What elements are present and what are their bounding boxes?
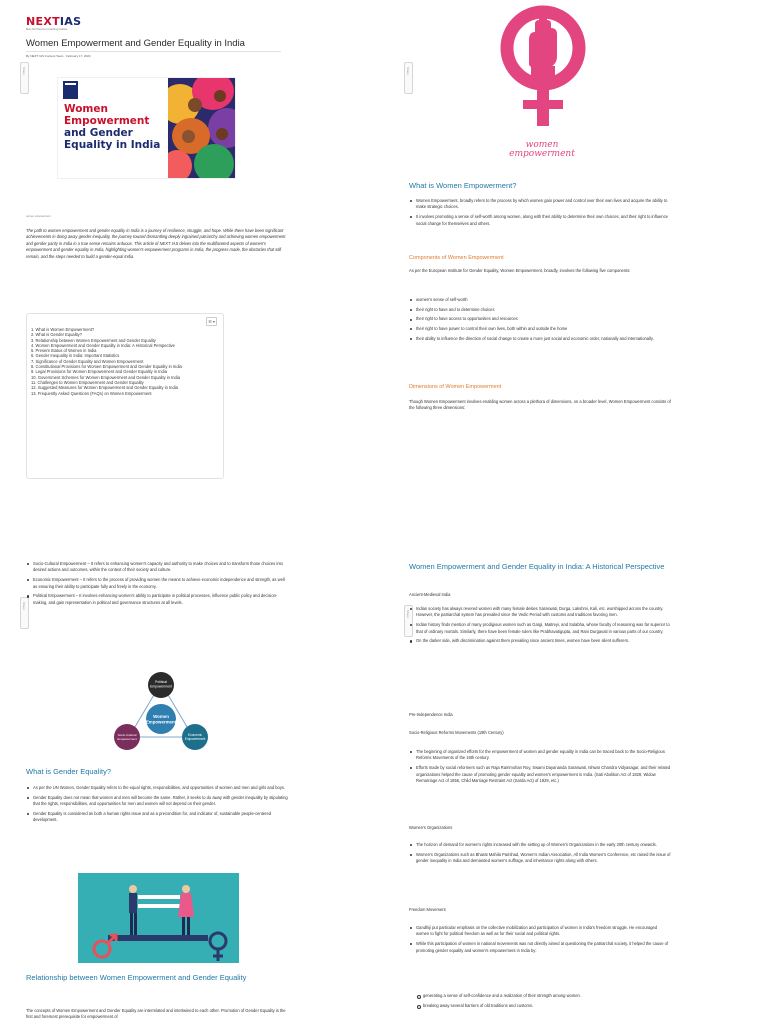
toc-item[interactable]: 3. Relationship between Women Empowerment and Gender Equality — [31, 337, 156, 343]
toc-item[interactable]: 8. Constitutional Provisions for Women Empowerment and Gender Equality in India — [31, 364, 182, 370]
logo-part-1: NEXT — [26, 15, 60, 28]
share-tab[interactable]: Share — [404, 605, 413, 637]
gender-equality-list — [26, 785, 288, 827]
dimensions-intro: Though Women Empowerment involves enabling women across a plethora of dimensions, on a broader level, Women Empowerment consists of the following three dimensions: — [409, 399, 671, 411]
toc-item[interactable]: 11. Challenges to Women Empowerment and Gender Equality — [31, 379, 144, 385]
list-item: The beginning of organized efforts for the empowerment of women and gender equality in India can be traced back to the Socio-Religious Reforms Movements of the 19th century. — [409, 749, 671, 762]
list-item: Women's Organizations such as Bharat Mahila Parishad, Women's Indian Association, All India Women's Conference, etc raised the issue of gender inequality in India and demanded women's suffrage, and inheritance rights along with others. — [409, 852, 671, 865]
heading-historical-perspective: Women Empowerment and Gender Equality in India: A Historical Perspective — [409, 562, 665, 571]
women-group-photo — [168, 78, 236, 179]
toc-item[interactable]: 12. Suggested Measures for Women Empowerment and Gender Equality in India — [31, 385, 178, 391]
list-item: The horizon of demand for women's rights increased with the setting up of Women's Organizations in the early 20th century onwards. — [409, 842, 671, 848]
list-item: women's sense of self-worth — [409, 297, 671, 303]
logo-part-2: IAS — [59, 15, 82, 28]
label-pre-independence: Pre-Independence India — [409, 712, 453, 717]
list-item: Gender Equality is considered as both a human rights issue and as a precondition for, and indicator of, sustainable people-centered development. — [26, 811, 288, 824]
diagram-label-center-2: Empowerment — [145, 719, 177, 725]
heading-components: Components of Women Empowerment — [409, 255, 504, 261]
label-socio-religious: Socio-Religious Reforms Movements (19th Century) — [409, 730, 504, 735]
ancient-list — [409, 606, 671, 648]
share-tab[interactable]: Share — [20, 62, 29, 94]
list-item: their ability to influence the direction of social change to create a more just social and economic order, nationally and internationally. — [409, 336, 671, 342]
list-item: breaking away several barriers of old traditions and customs. — [416, 1003, 671, 1009]
list-item: Women Empowerment, broadly refers to the process by which women gain power and control over their own lives and acquire the ability to make strategic choices. — [409, 198, 671, 211]
components-intro: As per the European Institute for Gender Equality, Women Empowerment, broadly, involves the following five components: — [409, 268, 631, 273]
toc-list — [31, 327, 219, 396]
components-list — [409, 297, 671, 346]
women-empowerment-emblem-icon — [491, 0, 595, 150]
list-item: generating a sense of self-confidence and a realization of their strength among women. — [416, 993, 671, 999]
heading-what-is-women-empowerment: What is Women Empowerment? — [409, 181, 517, 190]
list-item: their right to have and to determine choices — [409, 307, 671, 313]
list-item: their right to have power to control their own lives, both within and outside the home — [409, 326, 671, 332]
list-item: Economic Empowerment – It refers to the process of providing women the means to achieve economic independence and strength, as well as ensuring their ability to participate fully and freely in the economy. — [26, 577, 288, 590]
intro-paragraph: The path to women empowerment and gender equality in India is a journey of resilience, struggle, and hope. While there have been significant achievements in doing away gender inequality, the journey toward dismantling deeply ingrained patriarchy and achieving women empowerment and gender parity in India in a true sense remains arduous. This article of NEXT IAS delves into the multifaceted aspects of women's empowerment and gender equality in India, highlighting women's empowerment programs in India, the progress made, the obstacles that still remain, and the steps needed to build a gender-equal India. — [26, 228, 286, 259]
page-1 — [0, 0, 384, 512]
banner-logo-icon — [63, 81, 78, 99]
emblem-caption: women empowerment — [509, 140, 575, 159]
socio-religious-list — [409, 749, 671, 788]
list-item: Political Empowerment – It involves enhancing women's ability to participate in political processes, influence public policy and decision-making, and gain representation in political and governance structures at all levels. — [26, 593, 288, 606]
toc-item[interactable]: 9. Legal Provisions for Women Empowerment and Gender Equality in India — [31, 369, 167, 375]
diagram-label-political-1: Political — [155, 680, 167, 684]
logo-tagline: Best Civil Services Coaching Institute — [26, 28, 68, 31]
list-item: On the darker side, with discrimination against them prevailing since ancient times, women have been silent sufferers. — [409, 638, 671, 644]
toc-item[interactable]: 6. Gender Inequality in India: Important Statistics — [31, 353, 120, 359]
article-meta: By NEXT IAS Content Team · February 17, 2024 — [26, 54, 91, 58]
heading-dimensions: Dimensions of Women Empowerment — [409, 384, 502, 390]
dimensions-list — [26, 561, 288, 609]
toc-item[interactable]: 7. Significance of Gender Equality and Women Empowerment — [31, 358, 144, 364]
toc-toggle-button[interactable]: ☰ ▾ — [206, 317, 217, 326]
diagram-label-economic-2: Empowerment — [184, 737, 206, 741]
title-divider — [26, 51, 281, 52]
share-tab[interactable]: Share — [404, 62, 413, 94]
organizations-list — [409, 842, 671, 868]
label-ancient-medieval: Ancient-Medieval India — [409, 592, 451, 597]
list-item: Socio-Cultural Empowerment – It refers to enhancing women's capacity and authority to make choices and to transform those choices into desired actions and outcomes, within the context of their society and culture. — [26, 561, 288, 574]
list-item: Indian history finds mention of many prodigious women such as Gargi, Maitreyi, and Sulabha, whose faculty of reasoning was far superior to that of ordinary mortals. Similarly, there have been female rulers like Prabhavatigupta, and Rani Durgavati in various parts of our country. — [409, 622, 671, 635]
banner-heading: Women Empowerment and Gender Equality in India — [64, 103, 161, 151]
toc-item[interactable]: 13. Frequently Asked Questions (FAQs) on Women Empowerment — [31, 390, 152, 396]
empowerment-dimensions-diagram — [111, 671, 211, 751]
women-empowerment-definition-list — [409, 198, 671, 230]
toc-item[interactable]: 10. Government Schemes for Women Empowerment and Gender Equality in India — [31, 374, 180, 380]
article-title: Women Empowerment and Gender Equality in India — [26, 38, 245, 49]
toc-item[interactable]: 5. Present Status of Women in India — [31, 348, 97, 354]
list-item: It involves promoting a sense of self-worth among women, along with their ability to determine their own choices, and their right to influence social change for themselves and others. — [409, 214, 671, 227]
relationship-paragraph: The concepts of Women Empowerment and Gender Equality are interrelated and intertwined to each other. Promotion of Gender Equality is the first and foremost prerequisite for empowerment of — [26, 1008, 286, 1020]
list-item: Gender Equality does not mean that women and men will become the same. Rather, it seeks to do away with gender inequality by stipulating that the rights, responsibilities, and opportunities for men and women will not depend on their gender. — [26, 795, 288, 808]
list-item: As per the UN Women, Gender Equality refers to the equal rights, responsibilities, and opportunities of women and men and girls and boys. — [26, 785, 288, 791]
toc-item[interactable]: 1. What is Women Empowerment? — [31, 327, 95, 332]
article-banner-image — [57, 77, 236, 179]
label-freedom-movement: Freedom Movement — [409, 907, 446, 912]
diagram-label-economic-1: Economic — [188, 733, 202, 737]
table-of-contents — [26, 313, 224, 479]
share-tab[interactable]: Share — [20, 597, 29, 629]
list-item: While this participation of women in national movements was not directly aimed at questioning the patriarchal society, it helped the cause of promoting gender equality and women's empowerment in India by: — [409, 941, 671, 954]
diagram-label-center-1: Women — [153, 714, 169, 719]
label-womens-organizations: Women's Organizations — [409, 825, 453, 830]
next-ias-logo[interactable] — [26, 16, 81, 31]
toc-item[interactable]: 4. Women Empowerment and Gender Equality in India: A Historical Perspective — [31, 342, 175, 348]
list-item: Gandhiji put particular emphasis on the collective mobilization and participation of women in India's freedom struggle. He encouraged women to fight for political freedom as well as for their social and political rights. — [409, 925, 671, 938]
heading-what-is-gender-equality: What is Gender Equality? — [26, 767, 112, 776]
heading-relationship: Relationship between Women Empowerment and Gender Equality — [26, 973, 247, 982]
image-caption: women empowerment — [26, 215, 51, 218]
toc-item[interactable]: 2. What is Gender Equality? — [31, 332, 82, 338]
gender-equality-illustration — [78, 873, 239, 963]
freedom-movement-list — [409, 925, 671, 957]
list-item: their right to have access to opportunities and resources — [409, 316, 671, 322]
diagram-label-political-2: Empowerment — [150, 684, 172, 689]
diagram-label-socio-1: Socio-Cultural — [117, 733, 137, 737]
freedom-movement-sublist — [416, 993, 671, 1012]
list-item: Indian society has always revered women with many female deities Saraswati, Durga, Lakshmi, Kali, etc. worshipped across the country. However, the patriarchal system has prevailed since the Vedic Period with customs and traditions favoring men. — [409, 606, 671, 619]
diagram-label-socio-2: Empowerment — [117, 737, 137, 741]
list-item: Efforts made by social reformers such as Raja Rammohan Roy, Swami Dayananda Saraswati, Ishwar Chandra Vidyasagar, and their related organizations helped the cause of promoting gender equality and women's empowerment in India. (Sati Abolition Act of 1829, Widow Remarriage Act of 1856, Child Marriage Restraint Act (Sarda Act) of 1929, etc.) — [409, 765, 671, 784]
